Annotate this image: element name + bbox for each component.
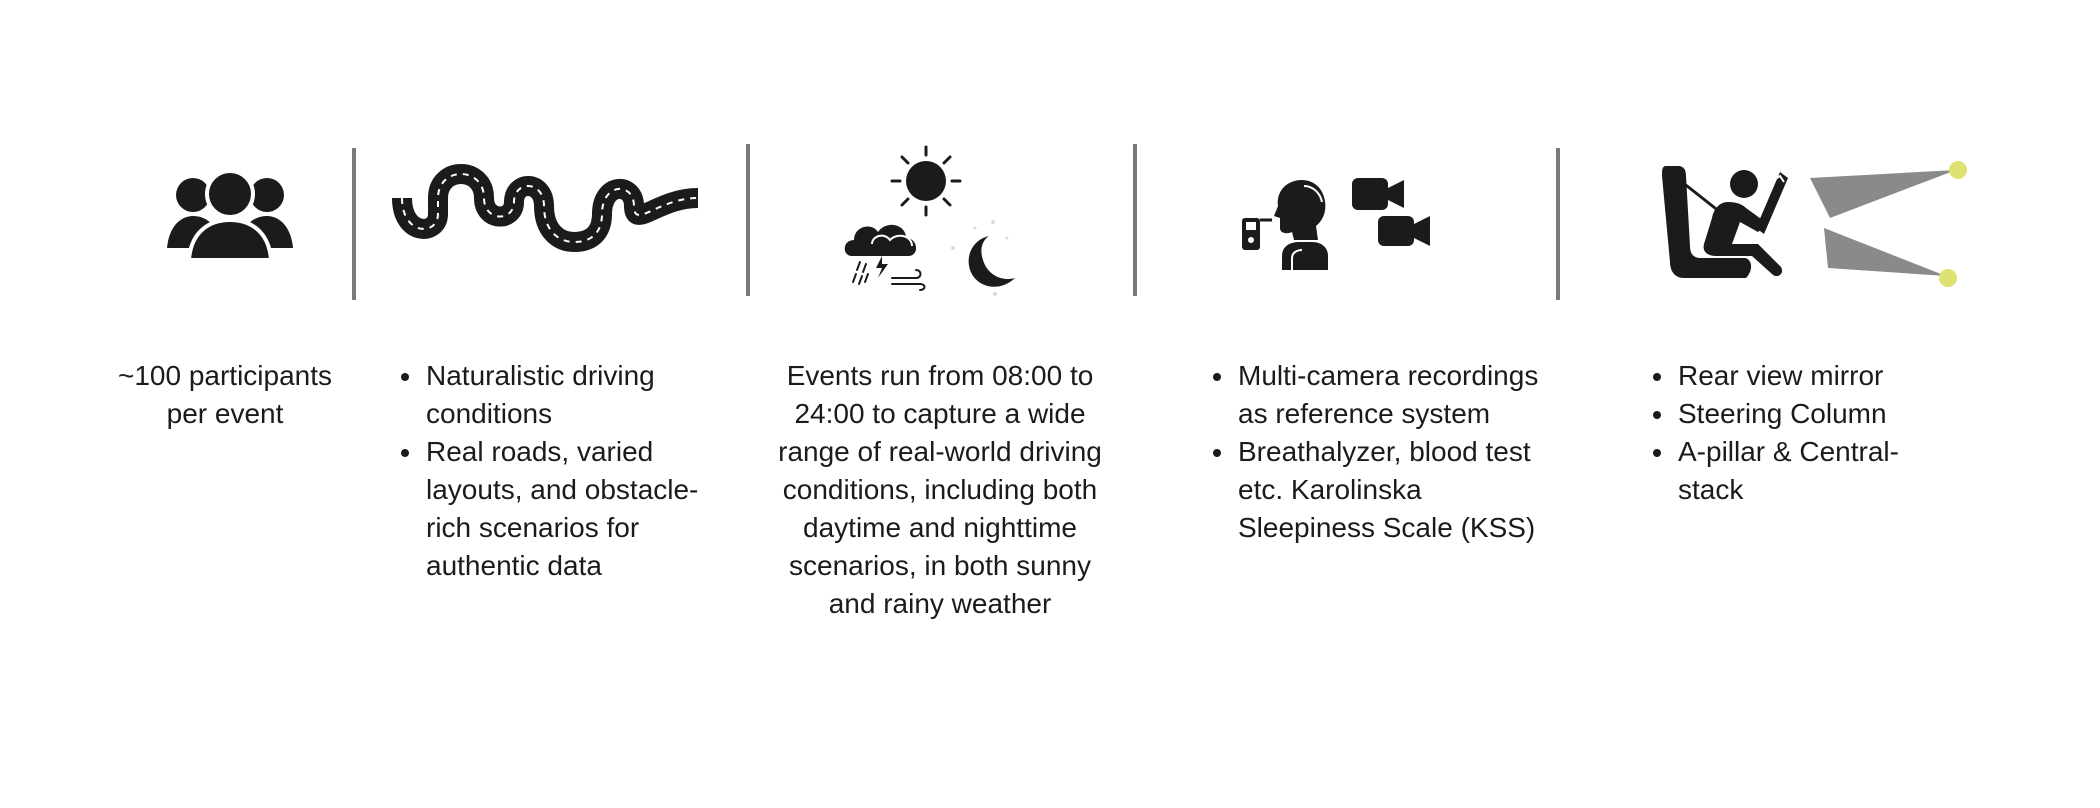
list-item: • Naturalistic driving conditions (424, 357, 718, 433)
list-item: • Rear view mirror (1676, 357, 1940, 395)
list-item: • Real roads, varied layouts, and obstacle-rich scenarios for authentic data (424, 433, 718, 585)
sun-icon (890, 145, 962, 217)
column-divider-3 (1133, 144, 1137, 296)
roads-list (388, 357, 718, 585)
column-divider-4 (1556, 148, 1560, 300)
winding-road-icon (398, 158, 700, 252)
column-divider-2 (746, 144, 750, 296)
mounting-list (1640, 357, 1940, 509)
participants-text: ~100 participants per event (117, 360, 333, 429)
list-item: • A-pillar & Central-stack (1676, 433, 1940, 509)
video-camera-icon (1350, 176, 1432, 248)
column-divider-1 (352, 148, 356, 300)
people-group-icon (165, 170, 295, 260)
list-item: • Steering Column (1676, 395, 1940, 433)
camera-field-of-view-icon (1808, 158, 1968, 290)
list-item: • Multi-camera recordings as reference system (1236, 357, 1540, 433)
storm-cloud-icon (842, 218, 928, 290)
moon-icon (945, 218, 1025, 298)
reference-list (1200, 357, 1540, 547)
time-weather-text: Events run from 08:00 to 24:00 to capture a wide range of real-world driving conditions, including both daytime and nighttime scenarios, in both sunny and rainy weather (778, 360, 1102, 619)
breathalyzer-person-icon (1240, 178, 1342, 270)
driver-seat-icon (1660, 162, 1810, 282)
list-item: • Breathalyzer, blood test etc. Karolinska Sleepiness Scale (KSS) (1236, 433, 1540, 547)
